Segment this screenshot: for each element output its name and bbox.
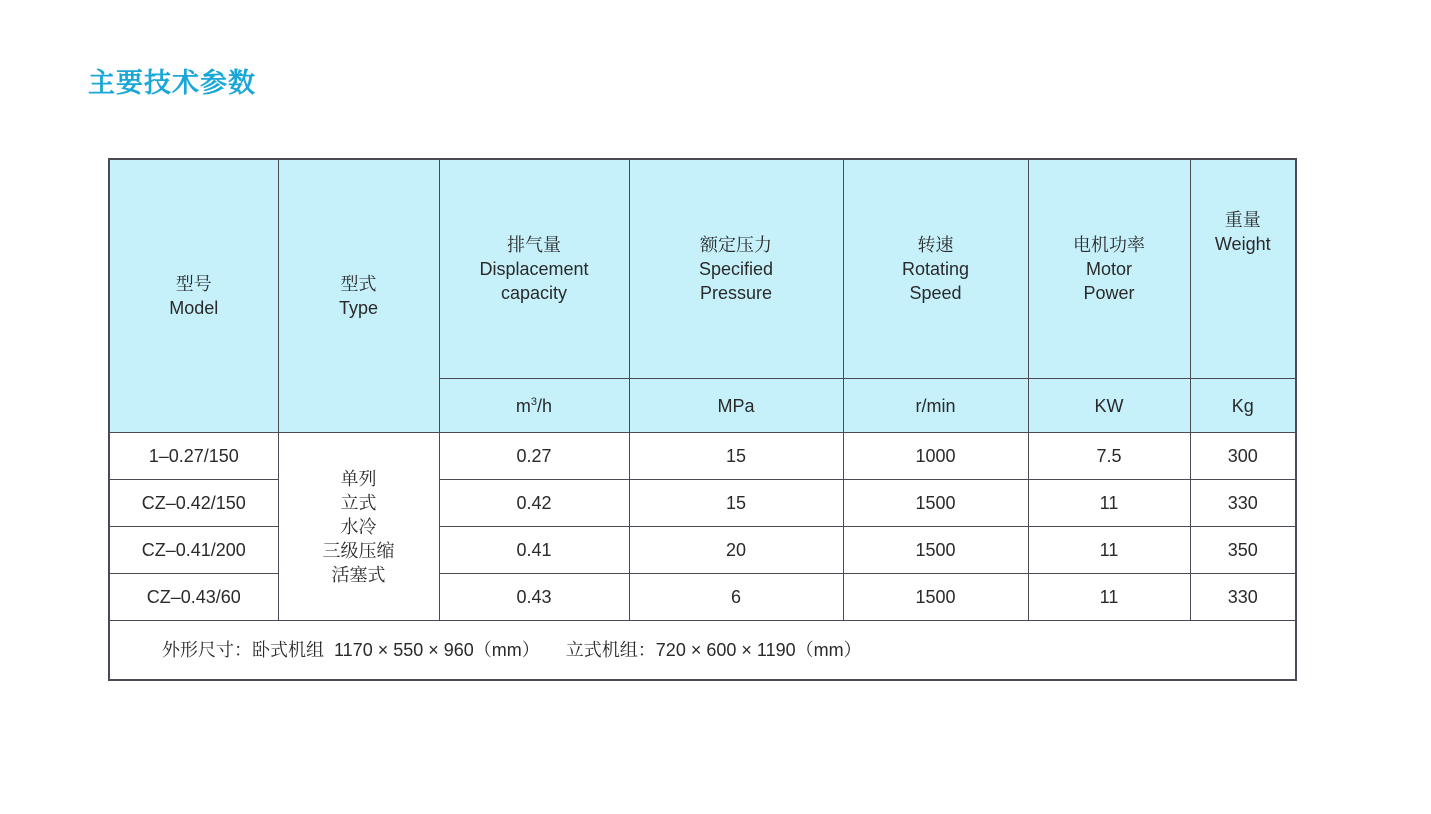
header-displacement-en2: capacity: [500, 283, 568, 303]
header-pressure-en1: Specified: [698, 259, 774, 279]
header-power-en2: Power: [1083, 283, 1135, 303]
cell-pressure: 20: [629, 527, 843, 574]
cell-speed: 1500: [843, 480, 1028, 527]
cell-pressure: 15: [629, 480, 843, 527]
unit-displacement-tail: /h: [537, 395, 553, 416]
type-line: 单列: [340, 468, 377, 489]
header-power: [1028, 159, 1190, 379]
header-displacement: [439, 159, 629, 379]
cell-weight: 300: [1190, 433, 1296, 480]
cell-model: 1–0.27/150: [109, 433, 278, 480]
unit-displacement-sup: 3: [530, 395, 538, 408]
header-model-en: Model: [169, 298, 219, 318]
header-pressure-cn: 额定压力: [700, 235, 772, 255]
header-speed-cn: 转速: [917, 235, 954, 255]
cell-pressure: 6: [629, 574, 843, 621]
header-power-en1: Motor: [1085, 259, 1132, 279]
cell-power: 7.5: [1028, 433, 1190, 480]
unit-displacement-base: m: [515, 395, 531, 416]
header-speed-en2: Speed: [909, 283, 962, 303]
unit-pressure: MPa: [629, 379, 843, 433]
cell-pressure: 15: [629, 433, 843, 480]
cell-speed: 1500: [843, 574, 1028, 621]
cell-power: 11: [1028, 527, 1190, 574]
cell-displacement: 0.41: [439, 527, 629, 574]
cell-speed: 1000: [843, 433, 1028, 480]
header-displacement-en1: Displacement: [479, 259, 589, 279]
header-weight-en: Weight: [1214, 234, 1271, 254]
cell-weight: 330: [1190, 480, 1296, 527]
type-line: 活塞式: [331, 564, 386, 585]
cell-weight: 350: [1190, 527, 1296, 574]
unit-speed: r/min: [843, 379, 1028, 433]
header-speed: [843, 159, 1028, 379]
page-title: 主要技术参数: [88, 68, 256, 99]
type-line: 立式: [340, 492, 377, 513]
cell-model: CZ–0.41/200: [109, 527, 278, 574]
cell-power: 11: [1028, 574, 1190, 621]
dimensions-vertical: 立式机组：720 × 600 × 1190（mm）: [565, 640, 862, 660]
dimensions-horizontal: 外形尺寸：卧式机组 1170 × 550 × 960（mm）: [162, 640, 540, 660]
header-model: [109, 159, 278, 433]
cell-weight: 330: [1190, 574, 1296, 621]
type-line: 三级压缩: [322, 540, 395, 561]
cell-displacement: 0.42: [439, 480, 629, 527]
header-model-cn: 型号: [175, 274, 212, 294]
header-type-cn: 型式: [340, 274, 377, 294]
cell-model: CZ–0.43/60: [109, 574, 278, 621]
dimensions-footer: [109, 621, 1296, 681]
header-type-en: Type: [338, 298, 379, 318]
cell-type: [278, 433, 439, 621]
header-pressure-en2: Pressure: [699, 283, 773, 303]
header-speed-en1: Rotating: [901, 259, 970, 279]
table-row: [109, 433, 1296, 480]
header-weight: [1190, 159, 1296, 379]
cell-speed: 1500: [843, 527, 1028, 574]
spec-table: [108, 158, 1297, 681]
cell-displacement: 0.43: [439, 574, 629, 621]
cell-model: CZ–0.42/150: [109, 480, 278, 527]
header-pressure: [629, 159, 843, 379]
header-weight-cn: 重量: [1224, 210, 1261, 230]
header-type: [278, 159, 439, 433]
cell-displacement: 0.27: [439, 433, 629, 480]
unit-weight: Kg: [1190, 379, 1296, 433]
unit-displacement: [439, 379, 629, 433]
type-line: 水冷: [340, 516, 377, 537]
header-displacement-cn: 排气量: [507, 235, 561, 255]
unit-power: KW: [1028, 379, 1190, 433]
header-power-cn: 电机功率: [1073, 235, 1145, 255]
cell-power: 11: [1028, 480, 1190, 527]
